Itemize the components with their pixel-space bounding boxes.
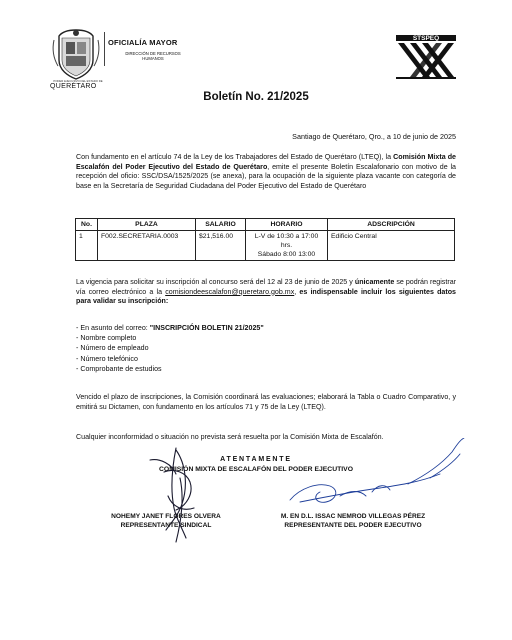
commission-signature-heading: COMISIÓN MIXTA DE ESCALAFÓN DEL PODER EJECUTIVO bbox=[159, 466, 353, 473]
vigencia-text-2: se podrán registrar vía correo electrónico a la bbox=[76, 278, 456, 296]
state-emblem-icon bbox=[50, 26, 102, 82]
subject-label: - En asunto del correo: bbox=[76, 324, 150, 332]
intro-text-1: Con fundamento en el artículo 74 de la Ley de los Trabajadores del Estado de Querétaro (LTEQ), la bbox=[76, 153, 394, 161]
vigencia-unicamente: únicamente bbox=[354, 278, 395, 286]
subject-value: "INSCRIPCIÓN BOLETIN 21/2025" bbox=[149, 324, 264, 332]
header-plaza: PLAZA bbox=[98, 219, 196, 231]
union-logo-icon bbox=[394, 27, 458, 81]
closing-paragraph-1: Vencido el plazo de inscripciones, la Comisión coordinará las evaluaciones; elaborará la Tabla o Cuadro Comparativo, y emitirá su Dictamen, con fundamento en los artículos 71 y 75 de la Ley (LTEQ). bbox=[76, 393, 456, 411]
atentamente-label: ATENTAMENTE bbox=[220, 456, 292, 463]
vigencia-paragraph bbox=[76, 278, 456, 307]
header-adscripcion: ADSCRIPCIÓN bbox=[328, 219, 455, 231]
list-item bbox=[76, 323, 264, 333]
vigencia-text-1: La vigencia para solicitar su inscripción al concurso será del 12 al 23 de junio de 2025 y bbox=[76, 278, 355, 286]
office-name: OFICIALÍA MAYOR bbox=[108, 38, 178, 47]
union-representative bbox=[86, 512, 246, 530]
intro-commission: Comisión Mixta de Escalafón del Poder Ejecutivo del Estado de Querétaro bbox=[76, 153, 456, 171]
list-item: - Nombre completo bbox=[76, 334, 137, 343]
horario-line-2: hrs. bbox=[280, 242, 293, 249]
cell-no: 1 bbox=[76, 231, 98, 261]
header-no: No. bbox=[76, 219, 98, 231]
vigencia-indispensable: es indispensable incluir los siguientes datos para validar su inscripción: bbox=[76, 287, 456, 305]
vigencia-text-3: , bbox=[294, 287, 300, 296]
intro-paragraph bbox=[76, 153, 456, 191]
list-item: - Comprobante de estudios bbox=[76, 364, 162, 373]
union-logo-text: STSPEQ bbox=[412, 35, 440, 42]
right-signer-role: REPRESENTANTE DEL PODER EJECUTIVO bbox=[284, 522, 422, 529]
right-signer-name: M. EN D.L. ISSAC NEMROD VILLEGAS PÉREZ bbox=[280, 513, 426, 520]
email-link[interactable]: comisiondeescalafon@queretaro.gob.mx bbox=[165, 287, 295, 296]
direction-name: DIRECCIÓN DE RECURSOS HUMANOS bbox=[125, 51, 181, 62]
horario-line-3: Sábado 8:00 13:00 bbox=[257, 251, 316, 258]
header-divider bbox=[104, 32, 105, 66]
bulletin-title: Boletín No. 21/2025 bbox=[203, 91, 309, 103]
vacancy-table bbox=[75, 218, 455, 261]
header-horario: HORARIO bbox=[246, 219, 328, 231]
table-header-row bbox=[76, 219, 455, 231]
left-signer-name: NOHEMY JANET FLORES OLVERA bbox=[111, 513, 221, 520]
cell-adscripcion: Edificio Central bbox=[328, 231, 455, 261]
cell-salario: $21,516.00 bbox=[196, 231, 246, 261]
right-signature-icon bbox=[290, 438, 464, 502]
government-caption: PODER EJECUTIVO DEL ESTADO DE bbox=[53, 79, 103, 83]
closing-paragraph-2: Cualquier inconformidad o situación no prevista será resuelta por la Comisión Mixta de Escalafón. bbox=[76, 433, 384, 441]
city-name: QUERÉTARO bbox=[50, 83, 97, 90]
executive-representative bbox=[268, 512, 438, 530]
list-item: - Número telefónico bbox=[76, 354, 138, 363]
requirements-list bbox=[76, 323, 264, 374]
left-signer-role: REPRESENTANTE SINDICAL bbox=[120, 522, 212, 529]
table-row bbox=[76, 231, 455, 261]
handwritten-signatures bbox=[0, 438, 512, 550]
document-date: Santiago de Querétaro, Qro., a 10 de junio de 2025 bbox=[292, 132, 456, 141]
list-item: - Número de empleado bbox=[76, 344, 149, 353]
header-salario: SALARIO bbox=[196, 219, 246, 231]
cell-plaza: F002.SECRETARIA.0003 bbox=[98, 231, 196, 261]
cell-horario bbox=[246, 231, 328, 261]
horario-line-1: L-V de 10:30 a 17:00 bbox=[254, 233, 319, 240]
intro-text-2: , emite el presente Boletín Escalafonario con motivo de la recepción del oficio: SSC/DSA/1525/2025 (se anexa), para la ocupación de la siguiente plaza vacante con categoría de base en la Secretaría de Seguridad Ciudadana del Poder Ejecutivo del Estado de Querétaro bbox=[76, 162, 456, 190]
